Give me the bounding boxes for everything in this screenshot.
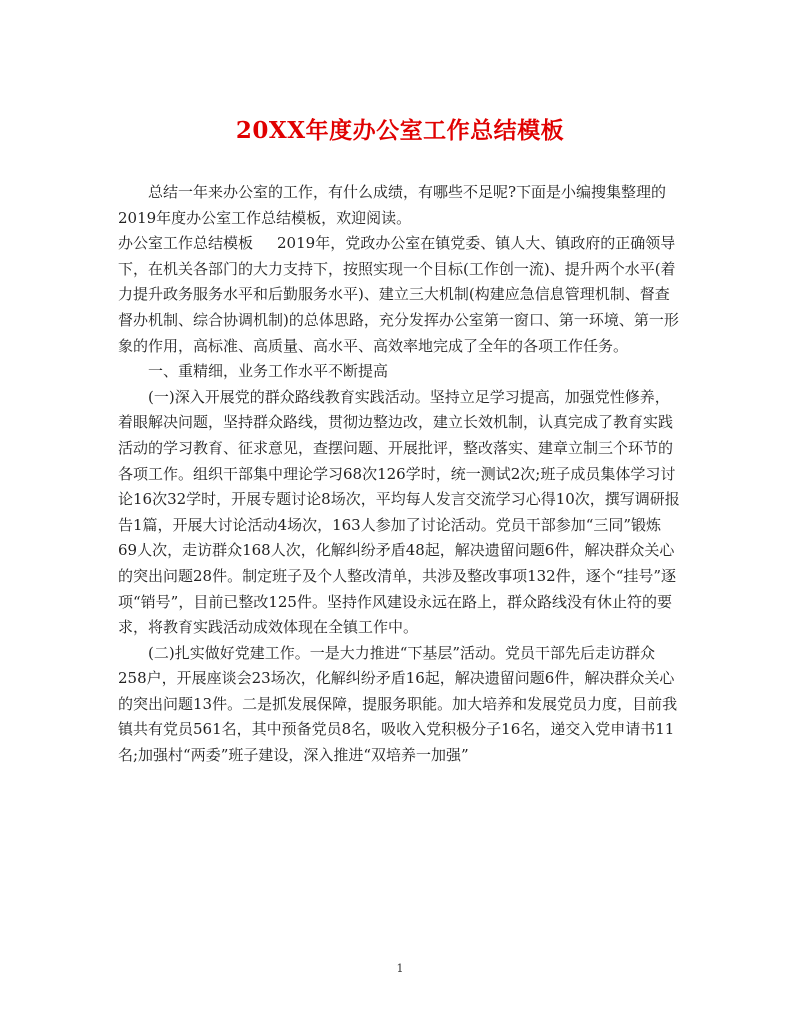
paragraph-2: (一)深入开展党的群众路线教育实践活动。坚持立足学习提高，加强党性修养，着眼解决问题，坚持群众路线，贯彻边整边改，建立长效机制，认真完成了教育实践活动的学习教育、征求意见，查摆问题、开展批评，整改落实、建章立制三个环节的各项工作。组织干部集中理论学习68次126学时，统一测试2次;班子成员集体学习讨论16次32学时，开展专题讨论8场次，平均每人发言交流学习心得10次，撰写调研报告1篇，开展大讨论活动4场次，163人参加了讨论活动。党员干部参加“三同”锻炼69人次，走访群众168人次，化解纠纷矛盾48起，解决遗留问题6件，解决群众关心的突出问题28件。制定班子及个人整改清单，共涉及整改事项132件，逐个“挂号”逐项“销号”，目前已整改125件。坚持作风建设永远在路上，群众路线没有休止符的要求，将教育实践活动成效体现在全镇工作中。	[118, 387, 680, 637]
page-number: 1	[396, 962, 404, 975]
section-subtitle: 办公室工作总结模板	[118, 234, 254, 253]
document-title: 20XX年度办公室工作总结模板	[235, 117, 565, 144]
paragraph-1: 2019年，党政办公室在镇党委、镇人大、镇政府的正确领导下，在机关各部门的大力支持下，按照实现一个目标(工作创一流)、提升两个水平(着力提升政务服务水平和后勤服务水平)、建立三大机制(构建应急信息管理机制、督查督办机制、综合协调机制)的总体思路，充分发挥办公室第一窗口、第一环境、第一形象的作用，高标准、高质量、高水平、高效率地完成了全年的各项工作任务。	[118, 234, 679, 355]
intro-paragraph: 总结一年来办公室的工作，有什么成绩，有哪些不足呢?下面是小编搜集整理的2019年度办公室工作总结模板，欢迎阅读。	[118, 183, 667, 227]
paragraph-3: (二)扎实做好党建工作。一是大力推进“下基层”活动。党员干部先后走访群众258户，开展座谈会23场次，化解纠纷矛盾16起，解决遗留问题6件，解决群众关心的突出问题13件。二是抓发展保障，提服务职能。加大培养和发展党员力度，目前我镇共有党员561名，其中预备党员8名，吸收入党积极分子16名，递交入党申请书11名;加强村“两委”班子建设，深入推进“双培养一加强”	[118, 643, 678, 765]
document-body	[118, 180, 680, 769]
section-paragraph	[118, 231, 680, 359]
heading-1: 一、重精细，业务工作水平不断提高	[148, 362, 389, 381]
